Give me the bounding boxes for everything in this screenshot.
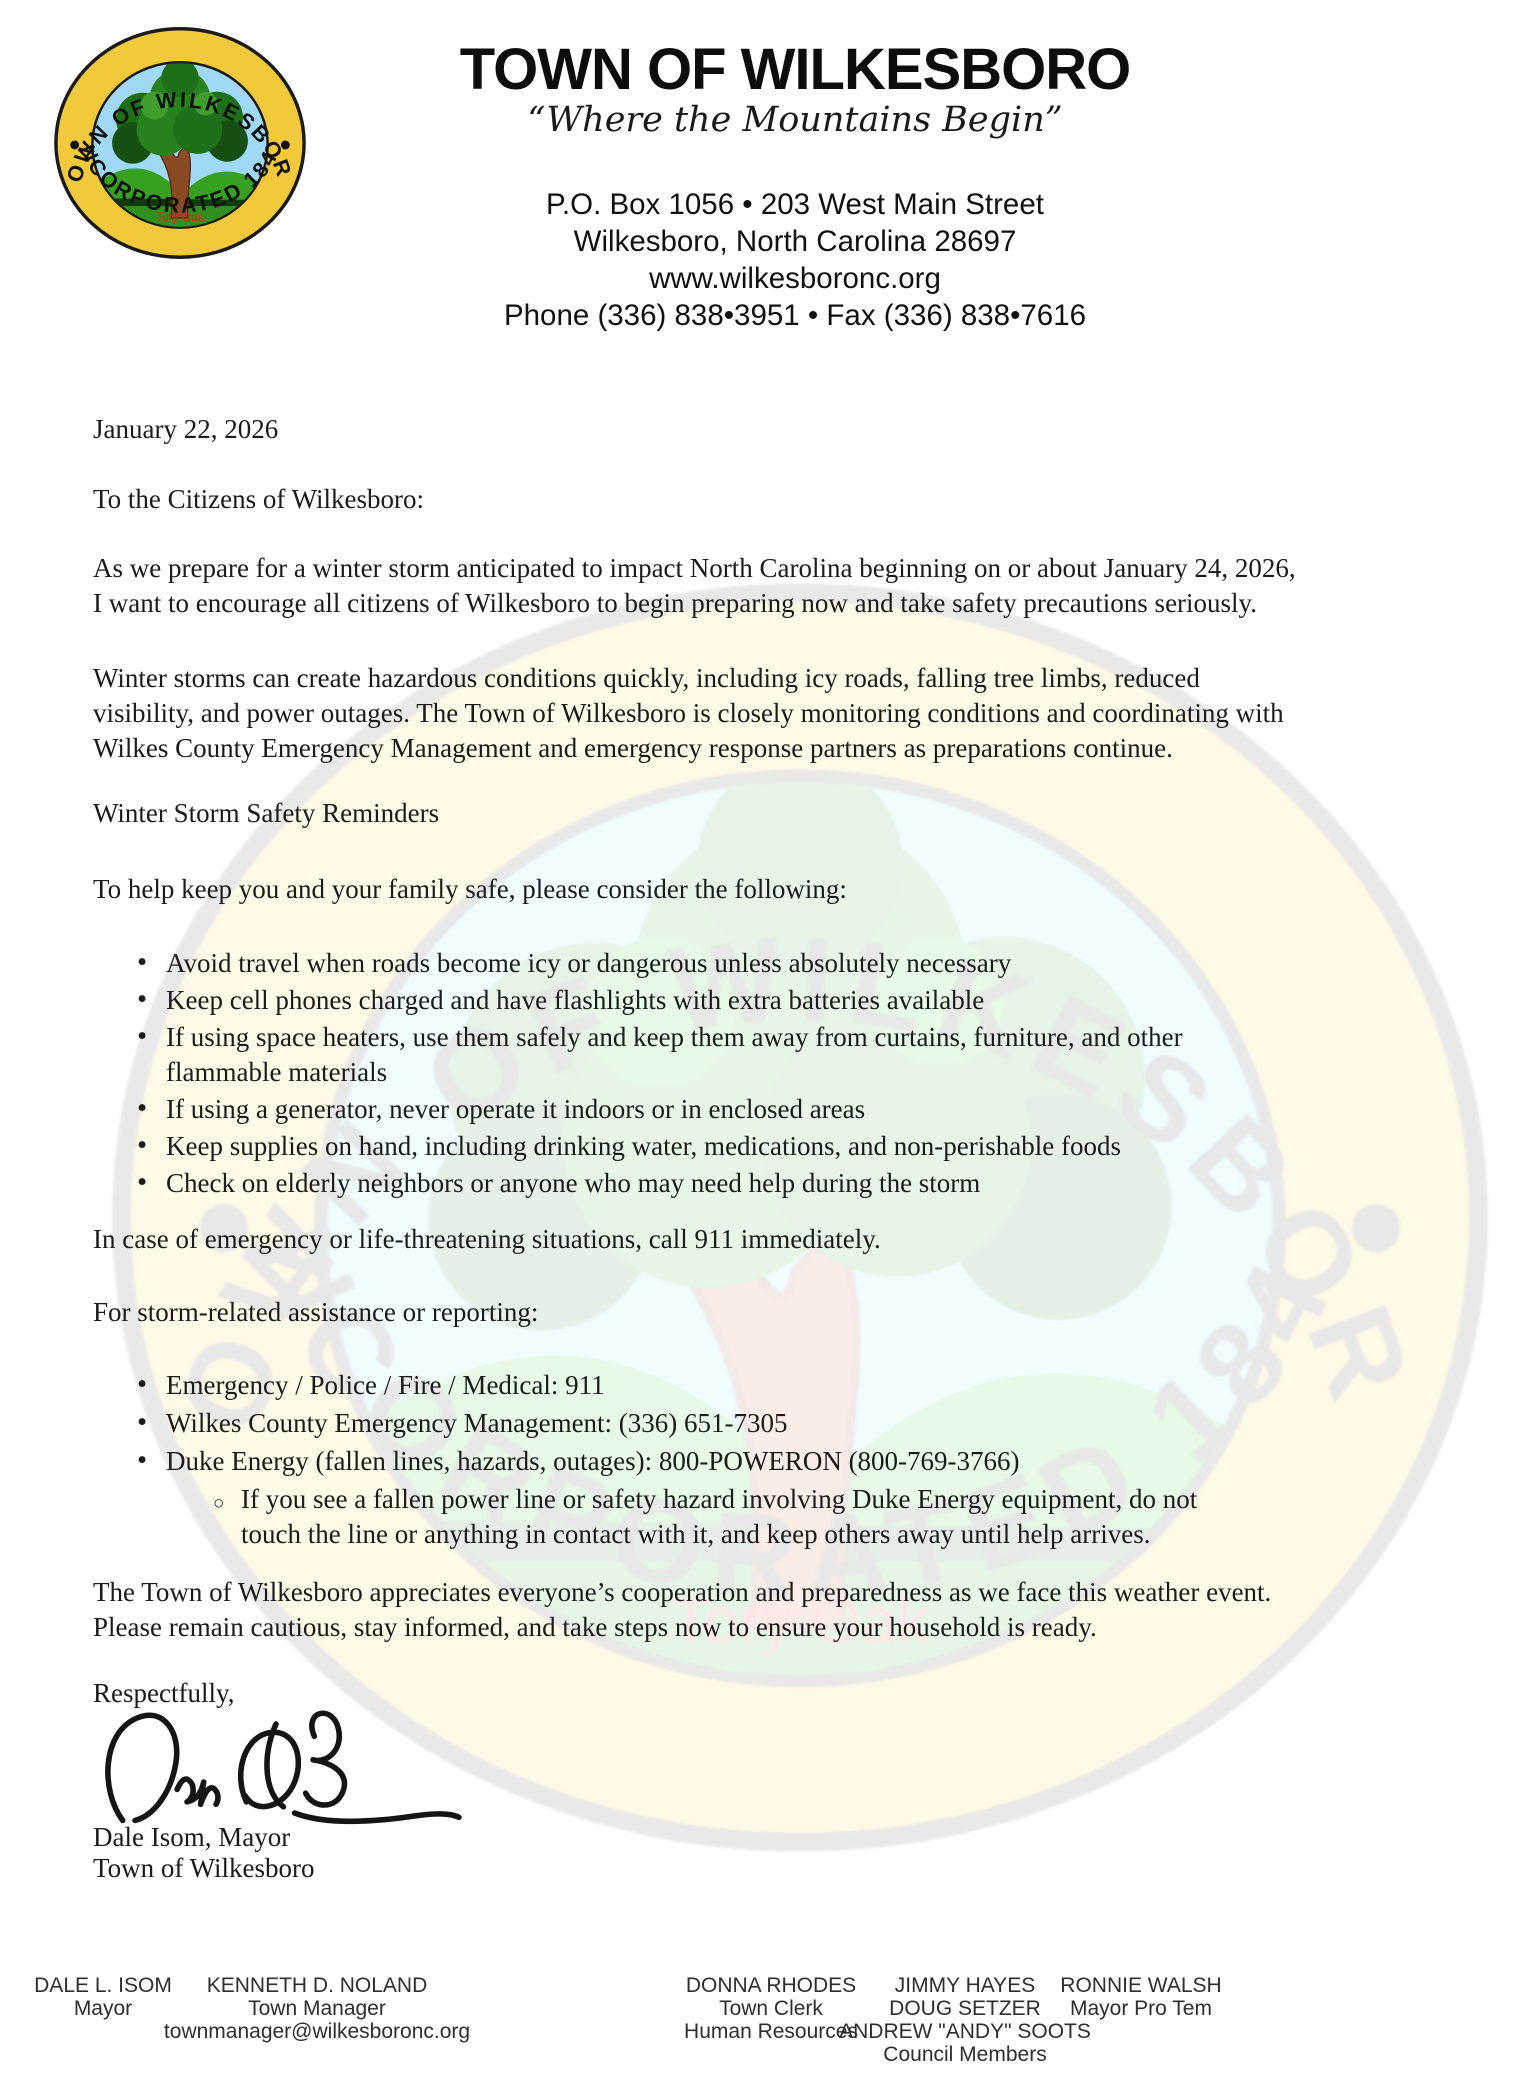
footer-col-town-clerk <box>684 1974 858 2043</box>
bullet-text: • Check on elderly neighbors or anyone who may need help during the storm <box>166 1168 981 1198</box>
footer-col-mayor <box>34 1974 172 2020</box>
reminders-intro: To help keep you and your family safe, please consider the following: <box>93 874 847 904</box>
official-name: ANDREW "ANDY" SOOTS <box>839 2020 1091 2043</box>
org-website: www.wilkesboronc.org <box>649 262 941 295</box>
org-contact-block <box>90 186 1500 334</box>
official-name: KENNETH D. NOLAND <box>206 1974 428 1997</box>
official-title: Mayor <box>73 1997 133 2020</box>
official-title: Council Members <box>883 2043 1047 2066</box>
bullet-text: flammable materials <box>166 1057 388 1087</box>
list-item <box>93 1444 1493 1479</box>
official-name: JIMMY HAYES <box>894 1974 1036 1997</box>
bullet-text: • If using a generator, never operate it indoors or in enclosed areas <box>166 1094 866 1124</box>
list-item <box>93 1406 1493 1441</box>
official-name: RONNIE WALSH <box>1060 1974 1222 1997</box>
list-item <box>93 1129 1493 1164</box>
official-title: Town Clerk <box>719 1997 823 2020</box>
bullet-text: • Avoid travel when roads become icy or dangerous unless absolutely necessary <box>166 948 1012 978</box>
org-title: TOWN OF WILKESBORO <box>459 37 1131 102</box>
paragraph-line: Please remain cautious, stay informed, and take steps now to ensure your household is ready. <box>93 1612 1097 1642</box>
paragraph-line: As we prepare for a winter storm anticipated to impact North Carolina beginning on or about January 24, 2026, <box>93 553 1296 583</box>
list-item <box>93 946 1493 981</box>
signer-name: Dale Isom, Mayor <box>93 1822 291 1852</box>
sub-bullet-text: ○ If you see a fallen power line or safety hazard involving Duke Energy equipment, do not <box>241 1484 1198 1514</box>
paragraph-line: visibility, and power outages. The Town of Wilkesboro is closely monitoring conditions and coordinating with <box>93 698 1284 728</box>
bullet-text: • Duke Energy (fallen lines, hazards, outages): 800-POWERON (800-769-3766) <box>166 1446 1020 1476</box>
signer-org: Town of Wilkesboro <box>93 1853 315 1883</box>
sub-bullet-text: touch the line or anything in contact with it, and keep others away until help arrives. <box>241 1519 1151 1549</box>
list-item <box>93 1092 1493 1127</box>
assistance-heading: For storm-related assistance or reporting: <box>93 1297 539 1327</box>
list-item <box>93 1368 1493 1403</box>
letter-date: January 22, 2026 <box>93 414 279 444</box>
sub-list-item <box>93 1482 1493 1552</box>
closing-paragraph <box>93 1575 1493 1645</box>
emergency-call-line: In case of emergency or life-threatening situations, call 911 immediately. <box>93 1224 881 1254</box>
paragraph-hazards <box>93 661 1493 766</box>
paragraph-intro-storm <box>93 551 1493 621</box>
bullet-text: • Keep cell phones charged and have flashlights with extra batteries available <box>166 985 985 1015</box>
footer-col-council <box>839 1974 1091 2066</box>
paragraph-line: The Town of Wilkesboro appreciates everyone’s cooperation and preparedness as we face this weather event. <box>93 1577 1272 1607</box>
list-item <box>93 983 1493 1018</box>
assistance-bullet-list <box>93 1368 1493 1555</box>
paragraph-line: Winter storms can create hazardous conditions quickly, including icy roads, falling tree limbs, reduced <box>93 663 1200 693</box>
salutation: To the Citizens of Wilkesboro: <box>93 484 424 514</box>
official-title: Mayor Pro Tem <box>1069 1997 1212 2020</box>
list-item <box>93 1020 1493 1090</box>
bullet-text: • Keep supplies on hand, including drinking water, medications, and non-perishable foods <box>166 1131 1121 1161</box>
list-item <box>93 1166 1493 1201</box>
official-title: Human Resources <box>684 2020 858 2043</box>
footer-col-mayor-pro-tem <box>1060 1974 1221 2020</box>
org-address-line2: Wilkesboro, North Carolina 28697 <box>573 225 1017 258</box>
reminders-heading: Winter Storm Safety Reminders <box>93 798 440 828</box>
bullet-text: • Wilkes County Emergency Management: (336) 651-7305 <box>166 1408 788 1438</box>
bullet-text: • If using space heaters, use them safely and keep them away from curtains, furniture, and other <box>166 1022 1183 1052</box>
paragraph-line: I want to encourage all citizens of Wilkesboro to begin preparing now and take safety precautions seriously. <box>93 588 1258 618</box>
official-name: DONNA RHODES <box>685 1974 857 1997</box>
safety-bullet-list <box>93 946 1493 1203</box>
org-tagline: “Where the Mountains Begin” <box>527 100 1063 140</box>
bullet-text: • Emergency / Police / Fire / Medical: 911 <box>166 1370 605 1400</box>
official-title: Town Manager <box>248 1997 386 2020</box>
mayor-signature <box>90 1698 462 1834</box>
footer-col-town-manager <box>164 1974 470 2043</box>
org-phone-fax: Phone (336) 838•3951 • Fax (336) 838•7616 <box>503 299 1087 332</box>
official-email: townmanager@wilkesboronc.org <box>163 2020 471 2043</box>
valediction: Respectfully, <box>93 1678 235 1708</box>
paragraph-line: Wilkes County Emergency Management and emergency response partners as preparations continue. <box>93 733 1173 763</box>
official-name: DOUG SETZER <box>889 1997 1041 2020</box>
org-address-line1: P.O. Box 1056 • 203 West Main Street <box>546 188 1044 221</box>
official-name: DALE L. ISOM <box>34 1974 172 1997</box>
